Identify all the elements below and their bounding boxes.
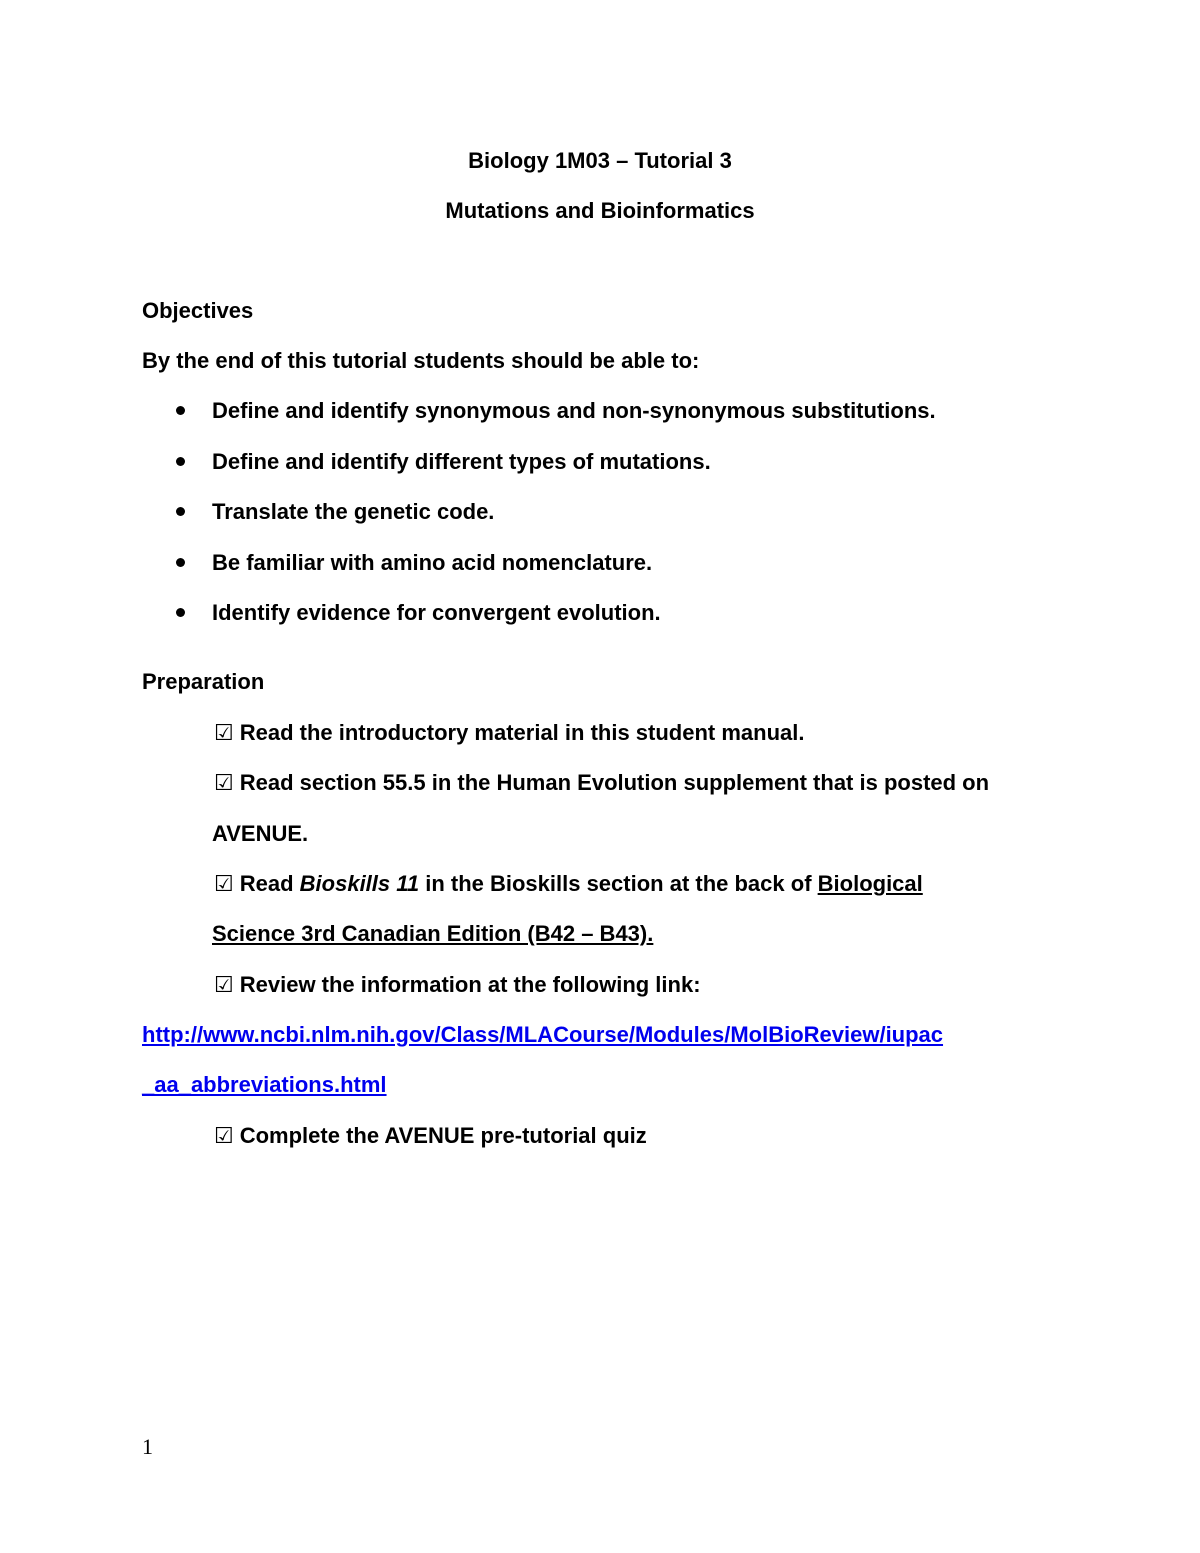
- objective-item: Define and identify different types of mutations.: [212, 449, 711, 474]
- ncbi-link[interactable]: http://www.ncbi.nlm.nih.gov/Class/MLACourse/Modules/MolBioReview/iupac: [142, 1022, 944, 1047]
- prep-item: [214, 974, 701, 997]
- prep-item: [214, 722, 804, 745]
- prep-item-text: Read section 55.5 in the Human Evolution supplement that is posted on: [239, 770, 990, 795]
- prep-item-text: in the Bioskills section at the back of: [419, 871, 818, 896]
- prep-item: [214, 772, 989, 795]
- objective-item: Identify evidence for convergent evolution.: [212, 600, 661, 625]
- checkbox-checked-icon: ☑: [214, 1124, 234, 1149]
- preparation-heading: Preparation: [142, 669, 265, 694]
- page-number: 1: [142, 1434, 153, 1459]
- prep-item-continuation: AVENUE.: [212, 821, 309, 846]
- prep-item-text: Read: [239, 871, 300, 896]
- objective-item: Define and identify synonymous and non-synonymous substitutions.: [212, 398, 936, 423]
- bullet-icon: [176, 558, 185, 567]
- checkbox-checked-icon: ☑: [214, 872, 234, 897]
- bullet-icon: [176, 457, 185, 466]
- textbook-title: Biological: [817, 871, 923, 896]
- ncbi-link-continuation[interactable]: _aa_abbreviations.html: [142, 1072, 387, 1097]
- checkbox-checked-icon: ☑: [214, 771, 234, 796]
- prep-item-text: Complete the AVENUE pre-tutorial quiz: [239, 1123, 647, 1148]
- bullet-icon: [176, 608, 185, 617]
- checkbox-checked-icon: ☑: [214, 973, 234, 998]
- objective-item: Be familiar with amino acid nomenclature.: [212, 550, 653, 575]
- textbook-title-continuation: Science 3rd Canadian Edition (B42 – B43).: [212, 921, 654, 946]
- prep-item: [214, 873, 923, 896]
- bullet-icon: [176, 406, 185, 415]
- document-subtitle: Mutations and Bioinformatics: [445, 198, 755, 223]
- objective-item: Translate the genetic code.: [212, 499, 495, 524]
- prep-item-text: Review the information at the following link:: [239, 972, 701, 997]
- prep-item: [214, 1125, 647, 1148]
- objectives-intro: By the end of this tutorial students should be able to:: [142, 348, 700, 373]
- document-title: Biology 1M03 – Tutorial 3: [468, 148, 732, 173]
- bioskills-reference: Bioskills 11: [299, 871, 420, 896]
- bullet-icon: [176, 507, 185, 516]
- objectives-heading: Objectives: [142, 298, 254, 323]
- checkbox-checked-icon: ☑: [214, 721, 234, 746]
- prep-item-text: Read the introductory material in this student manual.: [239, 720, 805, 745]
